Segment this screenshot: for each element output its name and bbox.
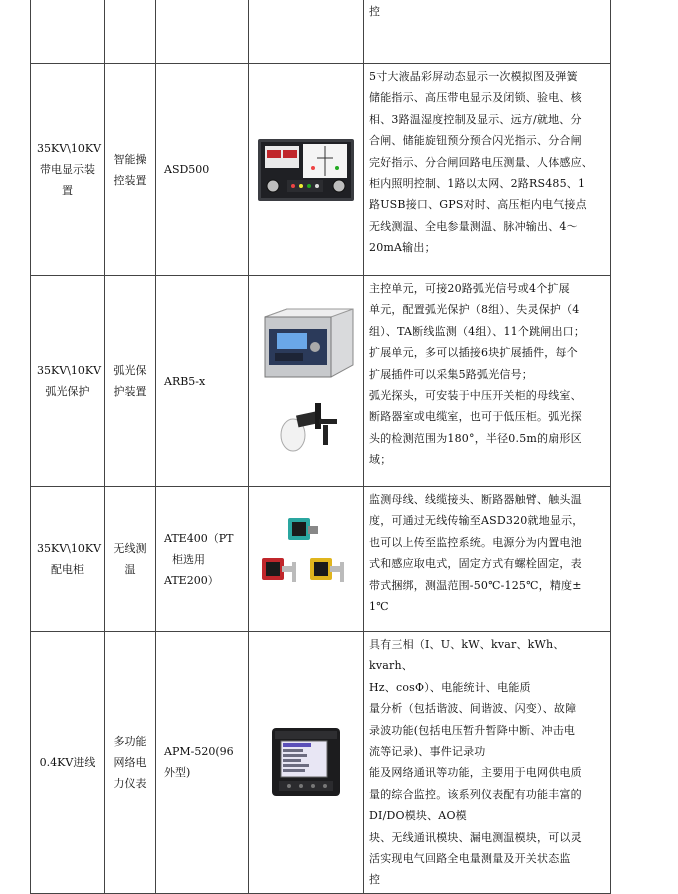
cell-function — [105, 487, 156, 632]
desc-line: 储能指示、高压带电显示及闭锁、验电、核 — [369, 91, 582, 105]
desc-line: 5寸大液晶彩屏动态显示一次模拟图及弹簧 — [369, 70, 578, 83]
desc-line: 相、3路温湿度控制及显示、远方/就地、分 — [369, 112, 582, 126]
desc-line: 无线测温、全电参量测温、脉冲输出、4～ — [369, 219, 578, 233]
desc-line: 柜内照明控制、1路以太网、2路RS485、1 — [369, 177, 586, 191]
product-spec-table — [30, 0, 611, 894]
function-text: 弧光保护装置 — [113, 364, 147, 398]
cell-description — [364, 276, 611, 487]
wireless-sensor-image — [256, 514, 356, 604]
model-line: ATE200） — [164, 573, 219, 587]
cell-description — [364, 64, 611, 276]
cell-application — [31, 64, 105, 276]
desc-line: 头的检测范围为180°，半径0.5m的扇形区 — [369, 431, 582, 445]
desc-line: 完好指示、分合闸回路电压测量、人体感应、 — [369, 155, 593, 169]
cell-image — [249, 632, 364, 894]
desc-line: 合闸、储能旋钮预分预合闪光指示、分合闸 — [369, 134, 582, 148]
desc-line: 组）、TA断线监测（4组）、11个跳闸出口； — [369, 324, 586, 338]
model-text: ARB5-x — [164, 374, 206, 388]
cell-image — [249, 0, 364, 64]
application-text: 35KV\10KV配电柜 — [37, 542, 102, 576]
desc-line: 量分析（包括谐波、间谐波、闪变）、故障 — [369, 702, 577, 716]
table-row — [31, 276, 611, 487]
cell-function — [105, 64, 156, 276]
cell-application — [31, 0, 105, 64]
cell-function — [105, 632, 156, 894]
cell-model — [156, 64, 249, 276]
cell-function — [105, 276, 156, 487]
function-text: 无线测温 — [113, 542, 147, 576]
cell-application — [31, 632, 105, 894]
cell-description — [364, 632, 611, 894]
desc-line: 单元，配置弧光保护（8组）、失灵保护（4 — [369, 303, 580, 317]
model-line: APM-520(96 — [164, 745, 234, 759]
model-line: 柜选用 — [172, 552, 205, 566]
model-line: ATE400（PT — [164, 531, 234, 545]
cell-model — [156, 632, 249, 894]
desc-line: 录波功能(包括电压暂升暂降中断、冲击电 — [369, 723, 576, 737]
cell-image — [249, 487, 364, 632]
desc-line: 主控单元，可接20路弧光信号或4个扩展 — [369, 282, 570, 295]
cell-model — [156, 276, 249, 487]
desc-line: 带式捆绑，测温范围-50℃-125℃，精度± — [369, 578, 582, 592]
desc-line: 式和感应取电式，固定方式有螺栓固定，表 — [369, 557, 582, 571]
cell-application — [31, 276, 105, 487]
asd500-device-image — [257, 138, 355, 202]
desc-line: 控 — [369, 873, 381, 887]
desc-line: 能及网络通讯等功能，主要用于电网供电质 — [369, 766, 582, 780]
table-row — [31, 487, 611, 632]
cell-function — [105, 0, 156, 64]
cell-description — [364, 487, 611, 632]
model-text: ASD500 — [164, 163, 210, 176]
desc-line: 1℃ — [369, 600, 389, 614]
desc-line: Hz、cosΦ）、电能统计、电能质 — [369, 680, 531, 694]
desc-line: 监测母线、线缆接头、断路器触臂、触头温 — [369, 493, 582, 506]
desc-line: 量的综合监控。该系列仪表配有功能丰富的 — [369, 787, 582, 801]
cell-image — [249, 276, 364, 487]
function-text: 智能操控装置 — [113, 152, 147, 187]
function-text: 多功能网络电力仪表 — [113, 734, 147, 790]
cell-image — [249, 64, 364, 276]
application-text: 0.4KV进线 — [39, 755, 96, 769]
cell-model — [156, 0, 249, 64]
desc-line: 断路器室或电缆室，也可于低压柜。弧光探 — [369, 410, 582, 424]
desc-line: 弧光探头，可安装于中压开关柜的母线室、 — [369, 389, 582, 403]
desc-line: 具有三相（I、U、kW、kvar、kWh、kvarh、 — [369, 638, 565, 673]
arc-flash-probe-image — [271, 395, 341, 455]
desc-line: 也可以上传至监控系统。电源分为内置电池 — [369, 535, 582, 549]
apm520-meter-image — [271, 727, 341, 797]
table-row — [31, 64, 611, 276]
desc-line: DI/DO模块、AO模 — [369, 809, 467, 823]
cell-model — [156, 487, 249, 632]
application-text: 35KV\10KV带电显示装置 — [37, 142, 102, 197]
model-line: 外型) — [164, 766, 191, 780]
desc-line: 20mA输出； — [369, 241, 436, 255]
table-row — [31, 632, 611, 894]
table-row — [31, 0, 611, 64]
desc-line: 路USB接口、GPS对时、高压柜内电气接点 — [369, 198, 587, 212]
desc-line: 域； — [369, 453, 392, 467]
desc-line: 扩展单元，多可以插接6块扩展插件，每个 — [369, 346, 578, 360]
arb5-main-unit-image — [257, 307, 355, 381]
cell-description — [364, 0, 611, 64]
desc-line: 块、无线通讯模块、漏电测温模块，可以灵 — [369, 830, 582, 844]
desc-line: 扩展插件可以采集5路弧光信号； — [369, 367, 533, 381]
desc-line: 度，可通过无线传输至ASD320就地显示， — [369, 514, 584, 528]
desc-line: 流等记录)、事件记录功 — [369, 745, 486, 759]
desc-line: 控 — [369, 5, 381, 18]
desc-line: 活实现电气回路全电量测量及开关状态监 — [369, 852, 571, 866]
application-text: 35KV\10KV弧光保护 — [37, 364, 102, 398]
cell-application — [31, 487, 105, 632]
